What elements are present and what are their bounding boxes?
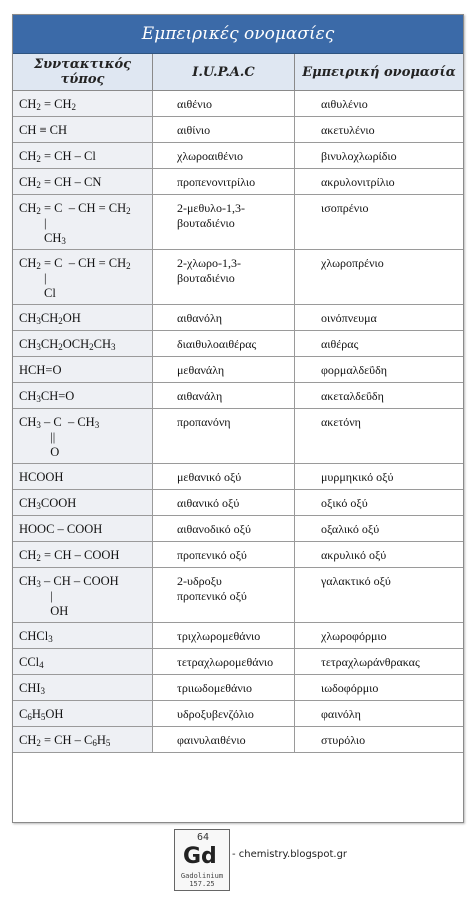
empirical-cell: γαλακτικό οξύ	[295, 568, 463, 623]
formula-line: Cl	[19, 286, 56, 300]
iupac-line: προπενικό οξύ	[177, 589, 247, 603]
table-row	[13, 727, 463, 753]
empirical-cell: στυρόλιο	[295, 727, 463, 753]
formula-line: |	[19, 216, 47, 230]
iupac-line: τριιωδομεθάνιο	[177, 681, 252, 695]
iupac-cell	[153, 516, 295, 542]
formula-cell	[13, 91, 153, 117]
formula-cell	[13, 305, 153, 331]
empirical-cell: βινυλοχλωρίδιο	[295, 143, 463, 169]
iupac-cell	[153, 117, 295, 143]
formula-line: HCOOH	[19, 470, 64, 484]
formula-line: CHCl$_3$	[19, 629, 53, 644]
iupac-cell	[153, 490, 295, 516]
iupac-cell	[153, 250, 295, 305]
formula-cell	[13, 542, 153, 568]
iupac-line: βουταδιένιο	[177, 271, 235, 285]
atomic-number: 64	[197, 832, 210, 843]
table-row	[13, 331, 463, 357]
empirical-cell: φορμαλδεΰδη	[295, 357, 463, 383]
empirical-cell: ακεταλδεΰδη	[295, 383, 463, 409]
formula-cell	[13, 490, 153, 516]
element-symbol: Gd	[183, 844, 217, 869]
formula-cell	[13, 516, 153, 542]
table-row	[13, 91, 463, 117]
blog-link[interactable]: - chemistry.blogspot.gr	[232, 849, 348, 860]
iupac-cell	[153, 331, 295, 357]
empirical-cell: ακρυλικό οξύ	[295, 542, 463, 568]
header-row	[13, 54, 463, 91]
formula-line: $CHI_3$	[19, 681, 46, 696]
iupac-cell	[153, 649, 295, 675]
empirical-cell: ακετυλένιο	[295, 117, 463, 143]
col-header-empirical: Εμπειρική ονομασία	[295, 54, 463, 91]
table-row	[13, 464, 463, 490]
iupac-line: αιθένιο	[177, 97, 212, 111]
iupac-cell	[153, 169, 295, 195]
formula-line: ||	[19, 430, 56, 444]
table-row	[13, 649, 463, 675]
formula-line: $CH_3$ – C – $CH_3$	[19, 415, 100, 430]
table-row	[13, 623, 463, 649]
table-row	[13, 195, 463, 250]
iupac-line: υδροξυβενζόλιο	[177, 707, 254, 721]
table-row	[13, 516, 463, 542]
formula-line: $CH_3$	[19, 231, 66, 246]
formula-cell	[13, 464, 153, 490]
iupac-cell	[153, 195, 295, 250]
empirical-cell: ακετόνη	[295, 409, 463, 464]
table-row	[13, 117, 463, 143]
col-header-formula: Συντακτικός τύπος	[13, 54, 153, 91]
iupac-line: τετραχλωρομεθάνιο	[177, 655, 274, 669]
empirical-cell: ισοπρένιο	[295, 195, 463, 250]
iupac-cell	[153, 357, 295, 383]
gadolinium-tile-icon	[174, 829, 230, 891]
iupac-cell	[153, 409, 295, 464]
table-row	[13, 701, 463, 727]
iupac-cell	[153, 701, 295, 727]
table-row	[13, 143, 463, 169]
iupac-line: μεθανάλη	[177, 363, 225, 377]
formula-line: $CH_2 = C$ – CH = $CH_2$	[19, 201, 131, 216]
formula-line: $CH_2$ = CH – COOH	[19, 548, 120, 563]
iupac-line: 2-μεθυλο-1,3-	[177, 201, 245, 215]
formula-line: |	[19, 589, 53, 603]
empirical-cell: φαινόλη	[295, 701, 463, 727]
iupac-cell	[153, 542, 295, 568]
iupac-cell	[153, 727, 295, 753]
empirical-cell: οξαλικό οξύ	[295, 516, 463, 542]
iupac-cell	[153, 568, 295, 623]
formula-cell	[13, 117, 153, 143]
iupac-line: προπενικό οξύ	[177, 548, 247, 562]
iupac-cell	[153, 623, 295, 649]
formula-line: $CH_2$ = CH – Cl	[19, 149, 96, 164]
iupac-line: διαιθυλοαιθέρας	[177, 337, 257, 351]
iupac-line: τριχλωρομεθάνιο	[177, 629, 261, 643]
formula-cell	[13, 623, 153, 649]
formula-line: CCl$_4$	[19, 655, 44, 670]
formula-line: HOOC – COOH	[19, 522, 103, 536]
formula-line: $CH_3CH=O$	[19, 389, 75, 404]
iupac-line: αιθανάλη	[177, 389, 223, 403]
formula-line: $CH_3CH_2OH$	[19, 311, 81, 326]
formula-line: $CH_3COOH$	[19, 496, 77, 511]
formula-line: $CH_2 = C$ – CH = $CH_2$	[19, 256, 131, 271]
iupac-line: αιθανοδικό οξύ	[177, 522, 251, 536]
formula-line: $C_6H_5OH$	[19, 707, 64, 722]
formula-cell	[13, 357, 153, 383]
formula-cell	[13, 568, 153, 623]
iupac-line: φαινυλαιθένιο	[177, 733, 246, 747]
iupac-line: 2-υδροξυ	[177, 574, 222, 588]
formula-cell	[13, 195, 153, 250]
iupac-cell	[153, 675, 295, 701]
formula-line: $CH_3$ – CH – COOH	[19, 574, 119, 589]
empirical-cell: χλωροπρένιο	[295, 250, 463, 305]
empirical-cell: αιθυλένιο	[295, 91, 463, 117]
empirical-cell: ιωδοφόρμιο	[295, 675, 463, 701]
table-row	[13, 250, 463, 305]
empirical-cell: ακρυλονιτρίλιο	[295, 169, 463, 195]
formula-cell	[13, 143, 153, 169]
names-table	[13, 54, 463, 753]
col-header-iupac: I.U.P.A.C	[153, 54, 295, 91]
table-row	[13, 490, 463, 516]
empirical-cell: τετραχλωράνθρακας	[295, 649, 463, 675]
table-row	[13, 357, 463, 383]
iupac-line: 2-χλωρο-1,3-	[177, 256, 242, 270]
formula-cell	[13, 701, 153, 727]
element-mass: 157.25	[189, 880, 215, 888]
table-row	[13, 675, 463, 701]
formula-cell	[13, 250, 153, 305]
formula-line: O	[19, 445, 60, 459]
iupac-cell	[153, 383, 295, 409]
empirical-cell: χλωροφόρμιο	[295, 623, 463, 649]
iupac-line: αιθανικό οξύ	[177, 496, 240, 510]
empirical-cell: μυρμηκικό οξύ	[295, 464, 463, 490]
table-title: Εμπειρικές ονομασίες	[13, 15, 463, 54]
iupac-line: μεθανικό οξύ	[177, 470, 242, 484]
formula-cell	[13, 675, 153, 701]
empirical-cell: οξικό οξύ	[295, 490, 463, 516]
formula-cell	[13, 331, 153, 357]
formula-cell	[13, 409, 153, 464]
footer-logo	[168, 829, 368, 891]
iupac-line: βουταδιένιο	[177, 216, 235, 230]
element-name: Gadolinium	[180, 872, 224, 880]
iupac-line: χλωροαιθένιο	[177, 149, 243, 163]
iupac-line: προπενονιτρίλιο	[177, 175, 256, 189]
formula-cell	[13, 383, 153, 409]
formula-line: CH ≡ CH	[19, 123, 68, 137]
formula-cell	[13, 727, 153, 753]
table-row	[13, 169, 463, 195]
iupac-cell	[153, 305, 295, 331]
formula-cell	[13, 649, 153, 675]
formula-cell	[13, 169, 153, 195]
formula-line: HCH=O	[19, 363, 62, 377]
formula-line: $CH_2 = CH_2$	[19, 97, 77, 112]
formula-line: OH	[19, 604, 69, 618]
iupac-cell	[153, 91, 295, 117]
formula-line: $CH_2$ = CH – $C_6H_5$	[19, 733, 111, 748]
iupac-line: προπανόνη	[177, 415, 231, 429]
iupac-line: αιθίνιο	[177, 123, 211, 137]
iupac-line: αιθανόλη	[177, 311, 222, 325]
formula-line: |	[19, 271, 47, 285]
names-table-card	[12, 14, 464, 823]
iupac-cell	[153, 143, 295, 169]
empirical-cell: οινόπνευμα	[295, 305, 463, 331]
table-row	[13, 409, 463, 464]
formula-line: $CH_2$ = CH – CN	[19, 175, 102, 190]
formula-line: $CH_3CH_2OCH_2CH_3$	[19, 337, 116, 352]
table-row	[13, 568, 463, 623]
empirical-cell: αιθέρας	[295, 331, 463, 357]
table-row	[13, 542, 463, 568]
iupac-cell	[153, 464, 295, 490]
table-row	[13, 305, 463, 331]
table-row	[13, 383, 463, 409]
